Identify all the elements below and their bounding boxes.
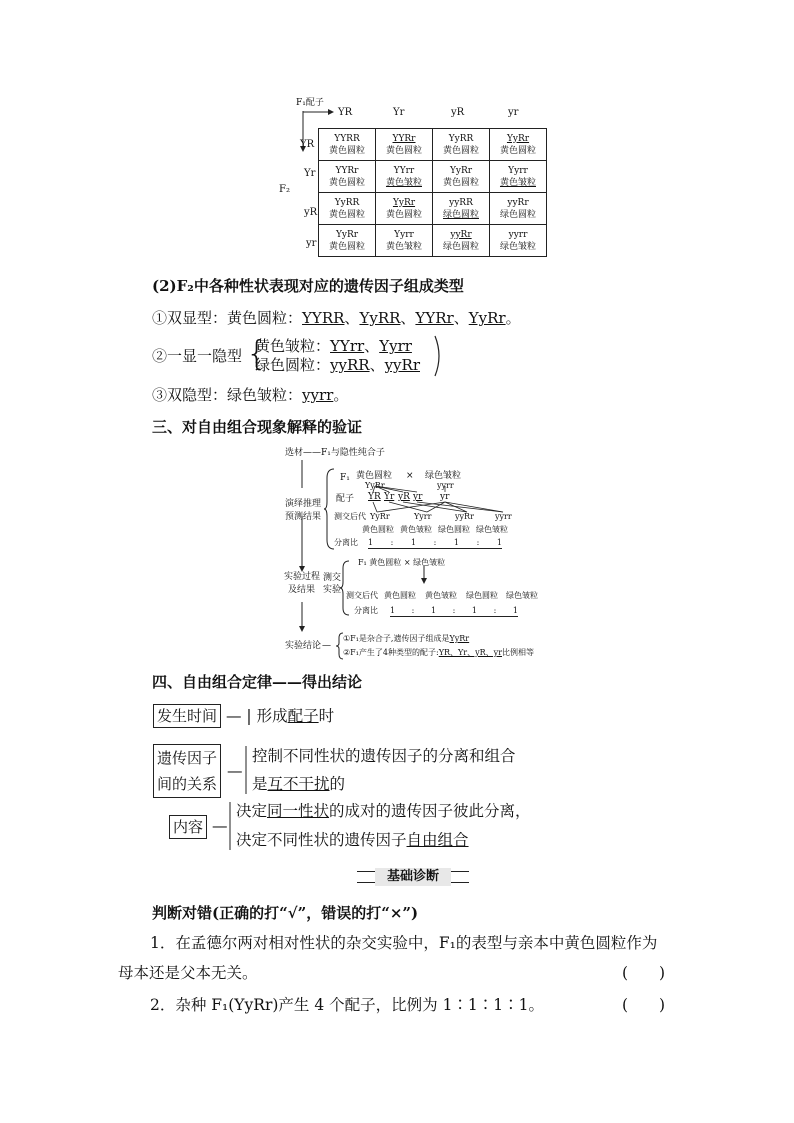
f1-label: F₁: [340, 473, 350, 483]
offspring-phenotype: 黄色皱粒: [400, 525, 432, 534]
gamete: yr: [413, 492, 423, 502]
answer-blank-2[interactable]: ( ): [622, 996, 666, 1014]
gamete: yR: [398, 492, 410, 502]
gamete: yr: [440, 492, 450, 502]
cell: YyRr 黄色圆粒: [490, 129, 547, 161]
cell: yyRR 绿色圆粒: [433, 193, 490, 225]
cell: YyRR 黄色圆粒: [319, 193, 376, 225]
double-dominant-line: ①双显型：黄色圆粒：YYRR、YyRR、YYRr、YyRr。: [152, 309, 521, 327]
testcross-exp-label: 测交: [323, 573, 342, 583]
section4-heading: 四、自由组合定律——得出结论: [152, 673, 363, 691]
ratio-label: 分离比: [354, 606, 378, 615]
col-header: Yr: [393, 107, 405, 118]
offspring-phenotype: 绿色圆粒: [438, 525, 470, 534]
offspring-genotype: yyRr: [455, 512, 474, 521]
offspring-phenotype: 黄色圆粒: [362, 525, 394, 534]
conclusion-2: ②F₁产生了4种类型的配子:YR、Yr、yR、yr比例相等: [343, 648, 535, 657]
exp-offspring: 绿色圆粒: [466, 591, 498, 600]
dash: —: [227, 762, 243, 780]
content-text-1: 决定同一性状的成对的遗传因子彼此分离，: [236, 802, 531, 820]
vertical-connector: [296, 600, 310, 636]
exp-offspring: 黄色圆粒: [384, 591, 416, 600]
f2-label: F₂: [279, 184, 290, 195]
diagnosis-banner: 基础诊断: [357, 868, 469, 886]
gamete: YR: [368, 492, 381, 502]
exp-label: 及结果: [288, 585, 316, 595]
exp-f1-line: F₁ 黄色圆粒 × 绿色皱粒: [358, 558, 446, 567]
question-2: 2．杂种 F₁(YyRr)产生 4 个配子，比例为 1∶1∶1∶1。: [150, 996, 545, 1014]
dash: —: [322, 641, 331, 651]
punnett-table: [318, 128, 547, 257]
deduction-label: 演绎推理: [285, 499, 322, 509]
conclusion-1: ①F₁是杂合子,遗传因子组成是YyRr: [343, 634, 470, 643]
offspring-genotype: Yyrr: [414, 512, 432, 521]
col-header: yr: [508, 107, 519, 118]
ratio-row: 1 : 1 : 1 : 1: [390, 606, 518, 615]
select-material: 选材——F₁与隐性纯合子: [285, 448, 385, 458]
offspring-phenotype: 绿色皱粒: [476, 525, 508, 534]
parent-green-wrinkled: 绿色皱粒: [425, 471, 462, 481]
testcross-label: 测交后代: [334, 512, 366, 521]
cell: yyrr 绿色皱粒: [490, 225, 547, 257]
question-1-line1: 1．在孟德尔两对相对性状的杂交实验中，F₁的表型与亲本中黄色圆粒作为: [150, 934, 658, 952]
diagnosis-instruction: 判断对错(正确的打“√”，错误的打“×”): [152, 904, 419, 922]
relation-text-2: 是互不干扰的: [252, 775, 346, 793]
testcross-label: 测交后代: [346, 591, 378, 600]
cell: Yyrr 黄色皱粒: [490, 161, 547, 193]
one-dominant-label: ②一显一隐型: [152, 347, 243, 365]
brace: [340, 560, 350, 616]
testcross-exp-label: 实验: [323, 585, 342, 595]
section3-heading: 三、对自由组合现象解释的验证: [152, 418, 363, 436]
section2-heading: (2)F₂中各种性状表现对应的遗传因子组成类型: [152, 277, 464, 295]
cell: YyRr 黄色圆粒: [376, 193, 433, 225]
cell: YYRR 黄色圆粒: [319, 129, 376, 161]
offspring-genotype: yyrr: [495, 512, 512, 521]
exp-offspring: 绿色皱粒: [506, 591, 538, 600]
row-header: YR: [300, 139, 315, 150]
conclusion-label: 实验结论: [285, 641, 322, 651]
parent-genotype: YyRr: [365, 481, 385, 490]
question-1-line2: 母本还是父本无关。: [118, 964, 258, 982]
ratio-label: 分离比: [334, 538, 358, 547]
green-round-line: 绿色圆粒：yyRR、yyRr: [255, 356, 420, 374]
gamete-label: 配子: [336, 494, 355, 504]
cross-symbol: ×: [406, 471, 414, 481]
cell: YyRr 黄色圆粒: [319, 225, 376, 257]
ratio-row: 1 : 1 : 1 : 1: [368, 538, 502, 547]
row-header: yr: [306, 238, 317, 249]
col-header: yR: [451, 107, 465, 118]
col-header: YR: [338, 107, 353, 118]
cell: YYrr 黄色皱粒: [376, 161, 433, 193]
parent-genotype: yyrr: [437, 481, 454, 490]
cell: yyRr 绿色圆粒: [433, 225, 490, 257]
parent-yellow-round: 黄色圆粒: [356, 471, 393, 481]
bracket: [227, 800, 235, 852]
cross-lines: [355, 480, 525, 515]
relation-text-1: 控制不同性状的遗传因子的分离和组合: [252, 747, 516, 765]
down-arrow: [420, 566, 428, 586]
dash: —: [212, 817, 228, 835]
cell: YYRr 黄色圆粒: [319, 161, 376, 193]
bracket: [243, 744, 251, 796]
cell: YyRR 黄色圆粒: [433, 129, 490, 161]
left-brace: {: [246, 334, 268, 374]
deduction-label: 预测结果: [285, 512, 322, 522]
content-text-2: 决定不同性状的遗传因子自由组合: [236, 831, 469, 849]
gamete: Yr: [384, 492, 395, 502]
cell: yyRr 绿色圆粒: [490, 193, 547, 225]
offspring-genotype: YyRr: [370, 512, 390, 521]
yellow-wrinkled-line: 黄色皱粒：YYrr、Yyrr: [255, 337, 412, 355]
time-text: — | 形成配子时: [226, 707, 335, 725]
time-label-box: 发生时间: [153, 704, 221, 728]
row-header: Yr: [304, 168, 316, 179]
exp-offspring: 黄色皱粒: [425, 591, 457, 600]
answer-blank-1[interactable]: ( ): [622, 964, 666, 982]
exp-label: 实验过程: [284, 572, 321, 582]
cell: YyRr 黄色圆粒: [433, 161, 490, 193]
right-paren: [432, 334, 446, 378]
cell: Yyrr 黄色皱粒: [376, 225, 433, 257]
row-header: yR: [304, 207, 318, 218]
double-recessive-line: ③双隐型：绿色皱粒：yyrr。: [152, 386, 349, 404]
f1-gamete-label: F₁配子: [296, 98, 324, 108]
content-label-box: 内容: [169, 815, 207, 839]
relation-label-box: 遗传因子 间的关系: [153, 744, 221, 798]
cell: YYRr 黄色圆粒: [376, 129, 433, 161]
